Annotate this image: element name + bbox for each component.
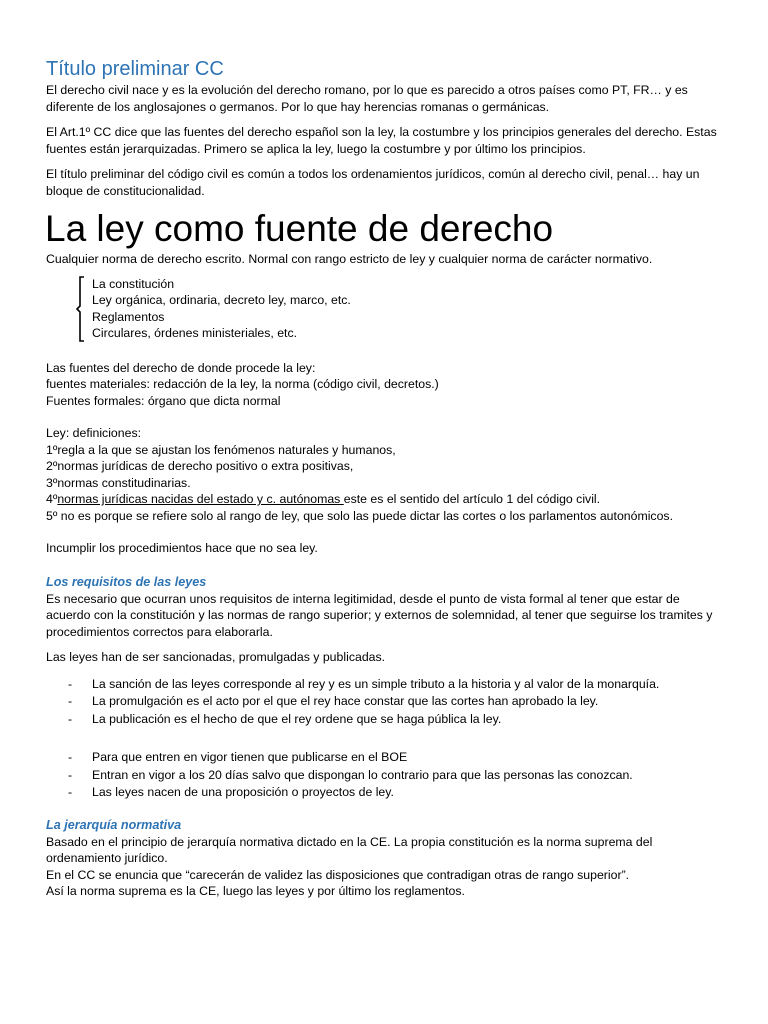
sancion-list bbox=[46, 676, 726, 729]
heading-ley-fuente: La ley como fuente de derecho bbox=[45, 208, 554, 249]
dash-bullet: - bbox=[68, 785, 73, 799]
heading-requisitos: Los requisitos de las leyes bbox=[46, 574, 207, 589]
curly-bracket-icon bbox=[76, 276, 86, 342]
definicion-item bbox=[46, 491, 726, 508]
fuentes-line: Fuentes formales: órgano que dicta normal bbox=[46, 393, 281, 408]
list-item: - La publicación es el hecho de que el rey ordene que se haga pública la ley. bbox=[46, 711, 726, 729]
definicion-item: 3ºnormas constitudinarias. bbox=[46, 475, 191, 490]
fuentes-line: fuentes materiales: redacción de la ley, la norma (código civil, decretos.) bbox=[46, 377, 439, 391]
intro-paragraph-2: El Art.1º CC dice que las fuentes del derecho español son la ley, la costumbre y los principios generales del derecho. Estas fuentes están jerarquizadas. Primero se aplica la ley, luego la costumbre y por último los principios. bbox=[46, 125, 717, 156]
list-item: - Las leyes nacen de una proposición o proyectos de ley. bbox=[46, 784, 726, 802]
heading-jerarquia: La jerarquía normativa bbox=[46, 817, 182, 832]
list-item: - Para que entren en vigor tienen que publicarse en el BOE bbox=[46, 749, 726, 767]
jerarquia-line: Basado en el principio de jerarquía normativa dictado en la CE. La propia constitución es la norma suprema del ordenamiento jurídico. bbox=[46, 834, 653, 865]
definiciones-title: Ley: definiciones: bbox=[46, 426, 142, 440]
dash-bullet: - bbox=[68, 694, 73, 708]
jerarquia-line: Así la norma suprema es la CE, luego las leyes y por último los reglamentos. bbox=[46, 884, 465, 898]
definicion-item: 1ºregla a la que se ajustan los fenómenos naturales y humanos, bbox=[46, 442, 396, 457]
document-page bbox=[46, 56, 726, 900]
list-item: - La promulgación es el acto por el que el rey hace constar que las cortes han aprobado la ley. bbox=[46, 693, 726, 711]
dash-bullet: - bbox=[68, 767, 73, 782]
definiciones-block bbox=[46, 425, 726, 524]
definicion-rest: este es el sentido del artículo 1 del código civil. bbox=[343, 492, 601, 506]
intro-paragraph-1: El derecho civil nace y es la evolución del derecho romano, por lo que es parecido a otros países como PT, FR… y es diferente de los anglosajones o germanos. Por lo que hay herencias romanas o germánicas. bbox=[46, 83, 688, 114]
fuentes-line: Las fuentes del derecho de donde procede la ley: bbox=[46, 360, 316, 375]
dash-bullet: - bbox=[68, 676, 73, 691]
intro-paragraph-3: El título preliminar del código civil es común a todos los ordenamientos jurídicos, común al derecho civil, penal… hay un bloque de constitucionalidad. bbox=[46, 167, 700, 198]
bracket-item: Reglamentos bbox=[92, 309, 165, 324]
vigor-list bbox=[46, 749, 726, 802]
requisitos-paragraph: Es necesario que ocurran unos requisitos de interna legitimidad, desde el punto de vista formal al tener que estar de acuerdo con la constitución y las normas de rango superior; y externos de solemnidad, al tener que seguirse los tramites y procedimientos correctos para elaborarla. bbox=[46, 591, 713, 639]
heading-titulo-preliminar: Título preliminar CC bbox=[46, 58, 224, 80]
definicion-item: 2ºnormas jurídicas de derecho positivo o extra positivas, bbox=[46, 459, 354, 473]
definicion-item: 5º no es porque se refiere solo al rango de ley, que solo las puede dictar las cortes o los parlamentos autonómicos. bbox=[46, 508, 673, 523]
bracket-item: Circulares, órdenes ministeriales, etc. bbox=[92, 326, 298, 340]
dash-bullet: - bbox=[68, 750, 73, 764]
definicion-number: 4º bbox=[46, 492, 58, 506]
jerarquia-bracket-list bbox=[76, 276, 726, 342]
dash-bullet: - bbox=[68, 711, 73, 726]
definicion-underlined: normas jurídicas nacidas del estado y c. autónomas bbox=[57, 492, 344, 506]
bracket-item: Ley orgánica, ordinaria, decreto ley, marco, etc. bbox=[92, 293, 351, 307]
list-item: - Entran en vigor a los 20 días salvo que dispongan lo contrario para que las personas las conozcan. bbox=[46, 767, 726, 785]
list-item: - La sanción de las leyes corresponde al rey y es un simple tributo a la historia y al valor de la monarquía. bbox=[46, 676, 726, 694]
ley-intro: Cualquier norma de derecho escrito. Normal con rango estricto de ley y cualquier norma de carácter normativo. bbox=[46, 252, 653, 266]
fuentes-block bbox=[46, 360, 726, 410]
bracket-item: La constitución bbox=[92, 276, 175, 291]
sancion-intro: Las leyes han de ser sancionadas, promulgadas y publicadas. bbox=[46, 650, 386, 664]
incumplir-line: Incumplir los procedimientos hace que no sea ley. bbox=[46, 541, 318, 555]
jerarquia-line: En el CC se enuncia que “carecerán de validez las disposiciones que contradigan otras de rango superior”. bbox=[46, 867, 630, 882]
